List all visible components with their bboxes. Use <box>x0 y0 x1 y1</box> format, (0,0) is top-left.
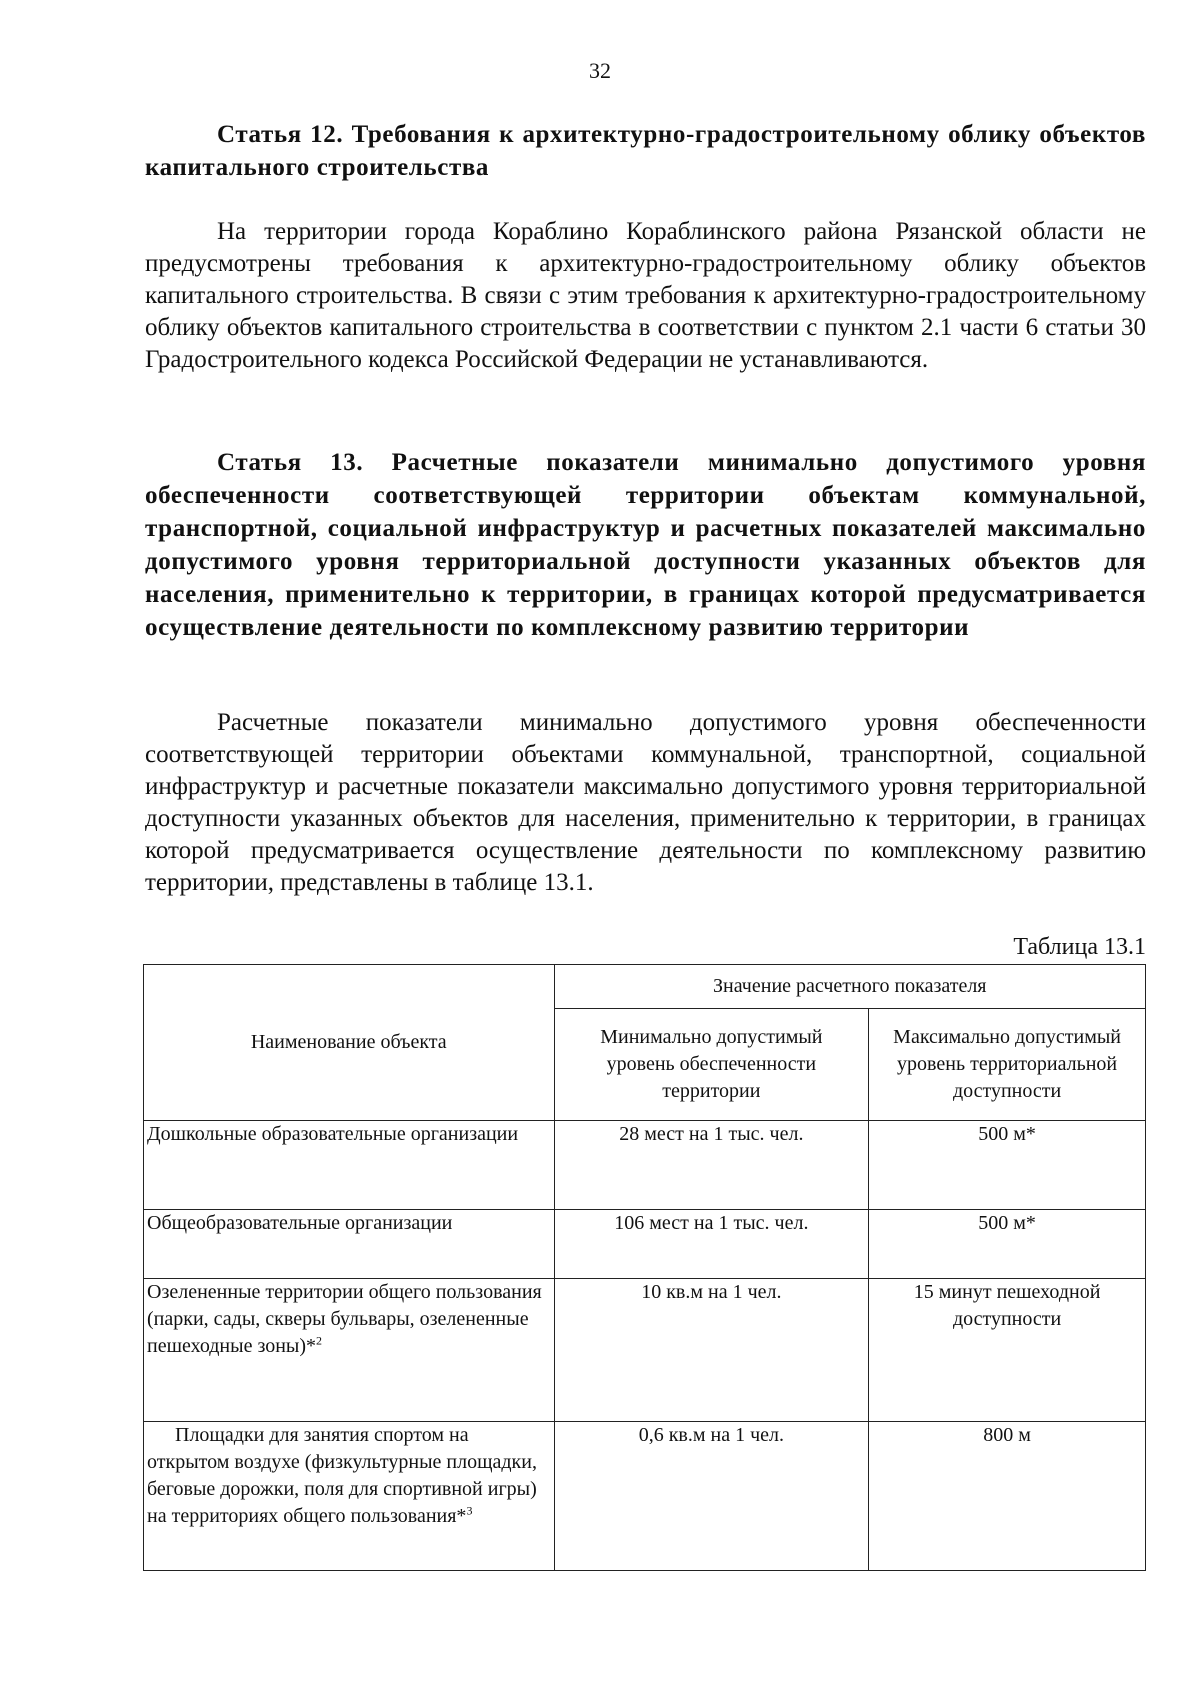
article-13-body: Расчетные показатели минимально допустимого уровня обеспеченности соответствующей территории объектами коммунальной, транспортной, социальной инфраструктур и расчетные показатели максимально допустимого уровня территориальной доступности указанных объектов для населения, применительно к территории, в границах которой предусматривается осуществление деятельности по комплексному развитию территории, представлены в таблице 13.1. <box>145 709 1146 896</box>
max-accessibility-cell: 500 м* <box>869 1210 1146 1279</box>
min-level-cell: 0,6 кв.м на 1 чел. <box>554 1422 869 1571</box>
article-12-body: На территории города Кораблино Кораблинского района Рязанской области не предусмотрены требования к архитектурно-градостроительному облику объектов капитального строительства. В связи с этим требования к архитектурно-градостроительному облику объектов капитального строительства в соответствии с пунктом 2.1 части 6 статьи 30 Градостроительного кодекса Российской Федерации не устанавливаются. <box>145 218 1146 373</box>
min-level-cell: 10 кв.м на 1 чел. <box>554 1279 869 1422</box>
article-12-title: Статья 12. Требования к архитектурно-градостроительному облику объектов капитального строительства <box>145 121 1146 181</box>
table-row <box>144 1121 1146 1210</box>
object-name-cell: Дошкольные образовательные организации <box>144 1121 555 1210</box>
header-max-accessibility: Максимально допустимый уровень территориальной доступности <box>869 1009 1146 1121</box>
header-min-level: Минимально допустимый уровень обеспеченности территории <box>554 1009 869 1121</box>
object-name-cell: Озелененные территории общего пользования (парки, сады, скверы бульвары, озелененные пешеходные зоны)*$^2$ <box>144 1279 555 1422</box>
max-accessibility-cell: 15 минут пешеходной доступности <box>869 1279 1146 1422</box>
min-level-cell: 106 мест на 1 тыс. чел. <box>554 1210 869 1279</box>
header-indicator-value: Значение расчетного показателя <box>554 965 1145 1009</box>
object-name-cell: Площадки для занятия спортом на открытом воздухе (физкультурные площадки, беговые дорожки, поля для спортивной игры) на территориях общего пользования*$^3$ <box>144 1422 555 1571</box>
table-row <box>144 1210 1146 1279</box>
table-row <box>144 1279 1146 1422</box>
object-name-cell: Общеобразовательные организации <box>144 1210 555 1279</box>
table-row <box>144 1422 1146 1571</box>
min-level-cell: 28 мест на 1 тыс. чел. <box>554 1121 869 1210</box>
footnote-marker: 2 <box>316 1333 323 1348</box>
indicators-table <box>143 964 1146 1571</box>
max-accessibility-cell: 800 м <box>869 1422 1146 1571</box>
max-accessibility-cell: 500 м* <box>869 1121 1146 1210</box>
article-13-title: Статья 13. Расчетные показатели минимально допустимого уровня обеспеченности соответствующей территории объектам коммунальной, транспортной, социальной инфраструктур и расчетных показателей максимально допустимого уровня территориальной доступности указанных объектов для населения, применительно к территории, в границах которой предусматривается осуществление деятельности по комплексному развитию территории <box>145 449 1146 641</box>
table-caption: Таблица 13.1 <box>1013 934 1146 960</box>
page-number: 32 <box>589 58 611 83</box>
footnote-marker: 3 <box>466 1503 473 1518</box>
header-object-name: Наименование объекта <box>144 965 555 1121</box>
